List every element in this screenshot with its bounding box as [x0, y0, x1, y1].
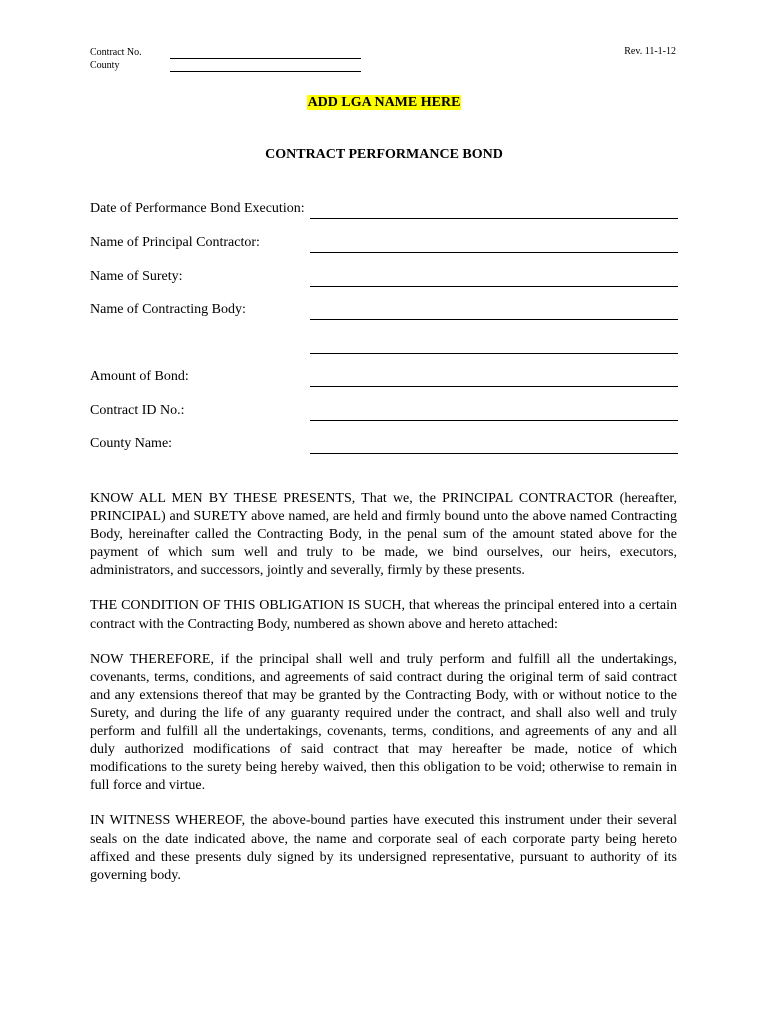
date-blank-line[interactable]: [310, 218, 678, 219]
amount-label: Amount of Bond:: [90, 369, 189, 384]
field-contracting-body-continued: [90, 336, 678, 356]
field-county-name: [90, 436, 678, 456]
contracting-body-label: Name of Contracting Body:: [90, 302, 246, 317]
bond-body-text: [90, 490, 677, 902]
header-contract-info: [90, 46, 170, 72]
field-amount: [90, 369, 678, 389]
paragraph-condition: THE CONDITION OF THIS OBLIGATION IS SUCH, that whereas the principal entered into a certain contract with the Contracting Body, numbered as shown above and hereto attached:: [90, 598, 677, 632]
revision-label: Rev. 11-1-12: [624, 46, 676, 57]
date-label: Date of Performance Bond Execution:: [90, 201, 305, 216]
principal-blank-line[interactable]: [310, 252, 678, 253]
field-contracting-body: [90, 302, 678, 322]
contract-no-label: Contract No.: [90, 47, 142, 58]
surety-blank-line[interactable]: [310, 286, 678, 287]
field-surety: [90, 269, 678, 289]
principal-label: Name of Principal Contractor:: [90, 235, 260, 250]
surety-label: Name of Surety:: [90, 269, 183, 284]
lga-placeholder-text: ADD LGA NAME HERE: [307, 95, 461, 110]
county-name-blank-line[interactable]: [310, 453, 678, 454]
county-label: County: [90, 60, 120, 71]
contracting-body-blank-line-2[interactable]: [310, 353, 678, 354]
contract-no-blank-line[interactable]: [170, 58, 361, 59]
document-title: CONTRACT PERFORMANCE BOND: [265, 147, 503, 162]
contract-id-label: Contract ID No.:: [90, 403, 185, 418]
lga-placeholder: [0, 93, 768, 111]
paragraph-in-witness: IN WITNESS WHEREOF, the above-bound parties have executed this instrument under their several seals on the date indicated above, the name and corporate seal of each corporate party being hereto affixed and these presents duly signed by its undersigned representative, pursuant to authority of its governing body.: [90, 813, 677, 883]
field-principal: [90, 235, 678, 255]
county-blank-line[interactable]: [170, 71, 361, 72]
contract-id-blank-line[interactable]: [310, 420, 678, 421]
field-contract-id: [90, 403, 678, 423]
paragraph-know-all-men: KNOW ALL MEN BY THESE PRESENTS, That we, the PRINCIPAL CONTRACTOR (hereafter, PRINCIPAL) and SURETY above named, are held and firmly bound unto the above named Contracting Body, hereinafter called the Contracting Body, in the penal sum of the amount stated above for the payment of which sum well and truly to be made, we bind ourselves, our heirs, executors, administrators, and successors, jointly and severally, firmly by these presents.: [90, 491, 677, 579]
paragraph-now-therefore: NOW THEREFORE, if the principal shall well and truly perform and fulfill all the undertakings, covenants, terms, conditions, and agreements of said contract during the original term of said contract and any extensions thereof that may be granted by the Contracting Body, with or without notice to the Surety, and during the life of any guaranty required under the contract, and shall also well and truly perform and fulfill all the undertakings, covenants, terms, conditions, and agreements of any and all duly authorized modifications of said contract that may hereafter be made, notice of which modifications to the surety being hereby waived, then this obligation to be void; otherwise to remain in full force and virtue.: [90, 651, 677, 794]
field-date: [90, 201, 678, 221]
county-name-label: County Name:: [90, 436, 173, 451]
contracting-body-blank-line[interactable]: [310, 319, 678, 320]
amount-blank-line[interactable]: [310, 386, 678, 387]
